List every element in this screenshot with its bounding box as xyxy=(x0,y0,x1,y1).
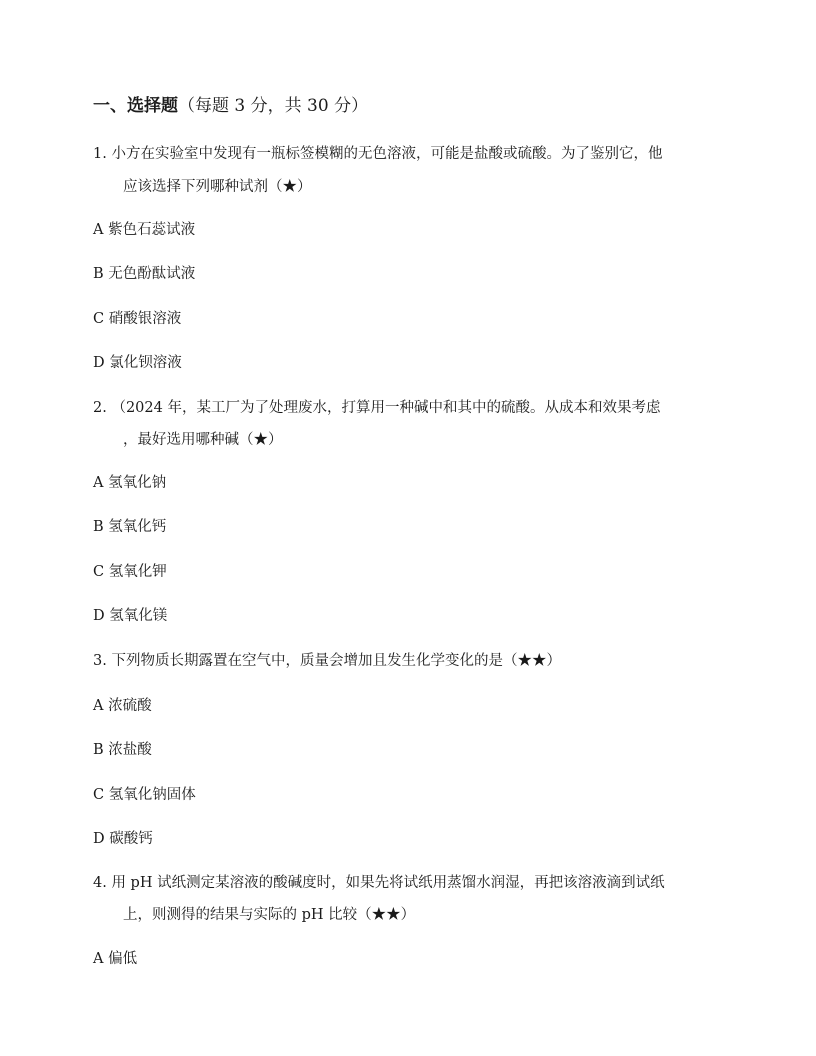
question-2-line-2: ，最好选用哪种碱（★） xyxy=(123,432,283,448)
question-1-option-d: D 氯化钡溶液 xyxy=(93,355,182,371)
question-3-option-b: B 浓盐酸 xyxy=(93,742,152,758)
question-1-option-a: A 紫色石蕊试液 xyxy=(93,222,196,238)
question-4-line-1: 4. 用 pH 试纸测定某溶液的酸碱度时，如果先将试纸用蒸馏水润湿，再把该溶液滴到试纸 xyxy=(93,875,665,891)
question-3-line-1: 3. 下列物质长期露置在空气中，质量会增加且发生化学变化的是（★★） xyxy=(93,653,561,669)
section-scoring-note: （每题 3 分，共 30 分） xyxy=(178,96,369,116)
question-2-option-a: A 氢氧化钠 xyxy=(93,475,167,491)
question-3-option-c: C 氢氧化钠固体 xyxy=(93,787,196,803)
question-3-option-d: D 碳酸钙 xyxy=(93,831,153,847)
question-2-option-c: C 氢氧化钾 xyxy=(93,564,167,580)
question-2-line-1: 2. （2024 年，某工厂为了处理废水，打算用一种碱中和其中的硫酸。从成本和效果考虑 xyxy=(93,400,661,416)
question-2-option-b: B 氢氧化钙 xyxy=(93,519,167,535)
question-1-line-2: 应该选择下列哪种试剂（★） xyxy=(123,179,312,195)
section-heading: 一、选择题 xyxy=(93,96,178,116)
question-3-option-a: A 浓硫酸 xyxy=(93,698,152,714)
question-2-option-d: D 氢氧化镁 xyxy=(93,608,168,624)
question-4-option-a: A 偏低 xyxy=(93,951,138,967)
question-1-option-b: B 无色酚酞试液 xyxy=(93,266,196,282)
section-title xyxy=(93,94,368,118)
question-4-line-2: 上，则测得的结果与实际的 pH 比较（★★） xyxy=(123,907,416,923)
question-1-line-1: 1. 小方在实验室中发现有一瓶标签模糊的无色溶液，可能是盐酸或硫酸。为了鉴别它，他 xyxy=(93,146,663,162)
question-1-option-c: C 硝酸银溶液 xyxy=(93,311,182,327)
